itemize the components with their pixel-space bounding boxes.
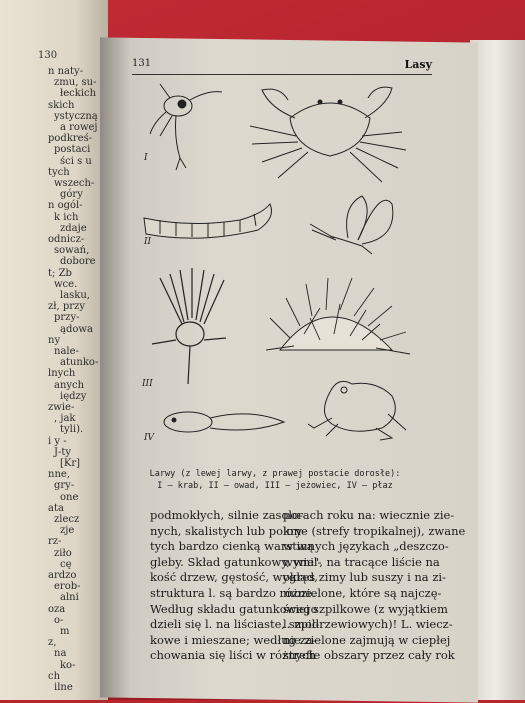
left-page-fragment: a rowej	[60, 122, 98, 133]
text-line: nie zielone zajmują w ciepłej	[283, 632, 451, 647]
left-page-fragment: rz-	[48, 536, 62, 548]
left-page-fragment: zlecz	[54, 514, 80, 525]
left-page-fragment: odnicz-	[48, 234, 85, 245]
left-page-fragment: zmu, su-	[54, 77, 97, 89]
left-page-fragment: ata	[48, 502, 64, 514]
left-page-fragment: [Kr]	[60, 458, 81, 469]
text-line: dzieli się l. na liściaste, szpil-	[150, 617, 320, 632]
left-page-fragment: n naty-	[48, 66, 84, 77]
left-page-fragment: lasku,	[60, 290, 90, 301]
left-page-fragment: ardzo	[48, 570, 77, 581]
left-page-fragment: oza	[48, 603, 66, 615]
text-line: chowania się liści w różnych	[150, 648, 316, 663]
text-line: nych, skalistych lub pokry-	[150, 523, 306, 538]
left-page-fragment: ystyczną	[54, 110, 98, 122]
text-line: wymi", na tracące liście na	[283, 554, 440, 569]
left-page-fragment: tyli).	[60, 424, 84, 436]
text-line: ściej szpilkowe (z wyjątkiem	[283, 601, 448, 616]
text-line: okres zimy lub suszy i na zi-	[283, 570, 446, 585]
text-line: porach roku na: wiecznie zie-	[283, 508, 455, 522]
text-line: Według składu gatunkowego	[150, 601, 318, 616]
left-page-fragment: zdaje	[60, 222, 87, 234]
figure-caption	[140, 468, 410, 492]
left-page-fragment: góry	[60, 189, 83, 201]
text-column-right	[283, 508, 466, 664]
left-page-fragment: atunko-	[60, 357, 99, 369]
left-page-fragment: ch	[48, 670, 61, 682]
left-page-fragment: erob-	[54, 581, 81, 593]
left-page-fragment: przy-	[54, 312, 80, 324]
text-line: kość drzew, gęstość, wygląd,	[150, 570, 318, 585]
caption-line-2: I — krab, II — owad, III — jeżowiec, IV — płaz	[157, 481, 393, 491]
left-page-fragment: nne,	[48, 469, 70, 481]
left-page-fragment: ści s u	[60, 155, 92, 167]
left-page-fragment: zje	[60, 525, 75, 537]
left-page-fragment: alni	[60, 592, 79, 604]
page-header	[132, 58, 432, 74]
left-page-fragment: zł, przy	[48, 301, 85, 313]
left-page-fragment: cę	[60, 558, 72, 570]
left-page-fragment: i y -	[48, 435, 67, 447]
frog-drawing	[308, 381, 406, 440]
book-cover-edge	[470, 40, 525, 700]
text-line: struktura l. są bardzo różne.	[150, 585, 316, 600]
left-page-fragment: ny	[48, 334, 61, 346]
text-line: kowe i mieszane; według za-	[150, 632, 317, 647]
text-column-left	[150, 508, 322, 664]
text-line: w innych językach „deszczo-	[283, 539, 449, 554]
left-page-fragment: lnych	[48, 368, 76, 380]
larvae-illustration	[130, 78, 430, 458]
text-line: mozielone, które są najczę-	[283, 585, 442, 600]
left-page-fragment: wszech-	[54, 178, 95, 189]
left-page-fragment: podkreś-	[48, 133, 93, 145]
left-page-fragment: łeckich	[60, 88, 97, 100]
left-page-fragment: ilne	[54, 682, 73, 693]
header-rule	[132, 74, 432, 75]
caterpillar-drawing	[144, 204, 272, 238]
left-page-fragment: tych	[48, 166, 70, 178]
label-III: III	[142, 379, 153, 389]
left-page-fragment: wce.	[54, 278, 78, 290]
label-II: II	[144, 237, 152, 247]
text-line: strefie obszary przez cały rok	[283, 648, 455, 663]
left-page	[0, 0, 108, 700]
label-I: I	[144, 153, 148, 163]
left-page-fragment: postaci	[54, 144, 91, 156]
right-page-number: 131	[132, 58, 152, 69]
text-line: tych bardzo cienką warstwą	[150, 539, 314, 554]
left-page-fragment: t; Zb	[48, 267, 72, 279]
left-page-fragment: k ich	[54, 211, 79, 223]
text-line: gleby. Skład gatunkowy, wiel-	[150, 554, 322, 569]
text-line: podmokłych, silnie zasolo-	[150, 508, 303, 522]
left-page-fragment: n ogól-	[48, 200, 83, 212]
label-IV: IV	[144, 433, 155, 443]
sea-urchin-drawing	[266, 278, 410, 354]
adult-crab-drawing	[250, 87, 406, 182]
left-page-fragment: sowań,	[54, 245, 90, 257]
left-page-fragment: z,	[48, 637, 57, 649]
sea-urchin-larva-drawing	[152, 268, 226, 384]
left-page-fragment: ko-	[60, 659, 76, 671]
left-page-fragment: one	[60, 491, 79, 503]
left-page-fragment: o-	[54, 614, 64, 626]
left-page-fragment: anych	[54, 379, 85, 391]
running-title: Lasy	[404, 58, 432, 71]
tadpole-drawing	[164, 412, 284, 432]
left-page-fragment: ądowa	[60, 323, 93, 335]
left-page-fragment: J-ty	[54, 446, 72, 458]
text-line: l. modrzewiowych)! L. wiecz-	[283, 617, 453, 632]
left-page-fragment: , jak	[54, 413, 76, 425]
left-page-fragment: na	[54, 648, 67, 660]
left-page-fragment: skich	[48, 99, 75, 111]
caption-line-1: Larwy (z lewej larwy, z prawej postacie dorosłe):	[149, 469, 401, 479]
left-page-fragment: nale-	[54, 346, 79, 357]
left-page-fragment: ziło	[54, 547, 72, 559]
left-page-fragment: zwie-	[48, 402, 75, 413]
text-line: lone (strefy tropikalnej), zwane	[283, 523, 466, 538]
left-page-fragment: dobore	[60, 256, 96, 268]
left-page-fragment: m	[60, 626, 70, 637]
left-page-fragment: gry-	[54, 480, 75, 492]
butterfly-drawing	[310, 196, 393, 254]
crab-larva-drawing	[150, 84, 222, 170]
left-page-fragment: iędzy	[60, 390, 87, 402]
left-page-number: 130	[38, 50, 58, 61]
